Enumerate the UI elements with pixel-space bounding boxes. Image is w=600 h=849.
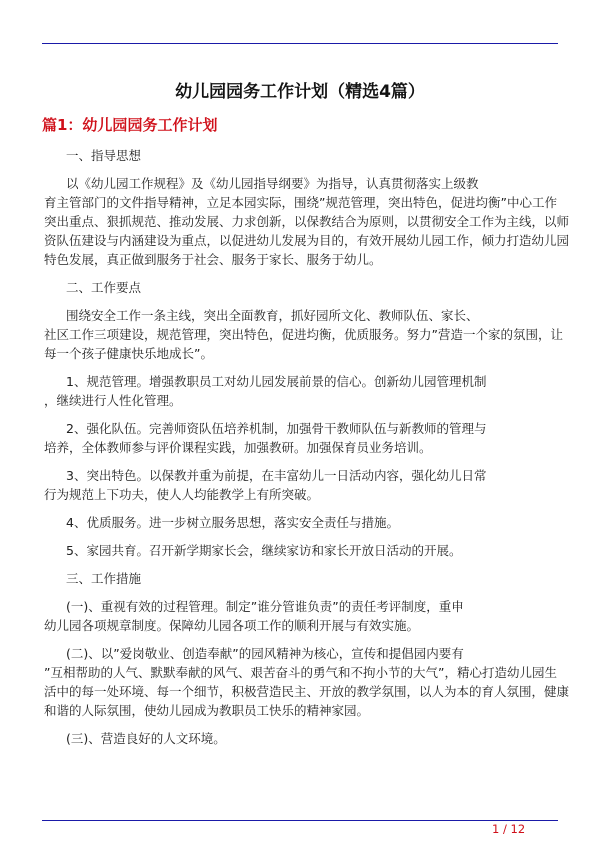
paragraph-line: 围绕安全工作一条主线，突出全面教育，抓好园所文化、教师队伍、家长、 <box>66 308 479 323</box>
paragraph-line: 5、家园共育。召开新学期家长会，继续家访和家长开放日活动的开展。 <box>66 543 462 558</box>
paragraph <box>44 644 570 720</box>
paragraph <box>44 372 560 410</box>
footer-rule <box>42 820 558 821</box>
paragraph <box>44 729 560 748</box>
paragraph-line: 二、工作要点 <box>66 280 142 295</box>
paragraph-line: 活中的每一处环境、每一个细节，积极营造民主、开放的教学氛围，以人为本的育人氛围，健康 <box>44 684 570 699</box>
paragraph <box>44 597 560 635</box>
document-title: 幼儿园园务工作计划（精选4篇） <box>175 82 425 102</box>
paragraph-line: 社区工作三项建设，规范管理，突出特色，促进均衡，优质服务。努力”营造一个家的氛围，让 <box>44 327 563 342</box>
paragraph-line: ，继续进行人性化管理。 <box>44 393 182 408</box>
paragraph-line: 育主管部门的文件指导精神，立足本园实际，围绕”规范管理，突出特色，促进均衡”中心工作 <box>44 195 557 210</box>
paragraph <box>44 278 560 297</box>
paragraph <box>44 306 563 363</box>
paragraph <box>44 569 560 588</box>
document-body <box>44 146 570 757</box>
paragraph-line: 1、规范管理。增强教职员工对幼儿园发展前景的信心。创新幼儿园管理机制 <box>66 374 487 389</box>
paragraph-line: 2、强化队伍。完善师资队伍培养机制，加强骨干教师队伍与新教师的管理与 <box>66 421 487 436</box>
paragraph-line: 每一个孩子健康快乐地成长”。 <box>44 346 213 361</box>
paragraph <box>44 466 560 504</box>
paragraph-line: 4、优质服务。进一步树立服务思想，落实安全责任与措施。 <box>66 515 399 530</box>
paragraph <box>44 541 560 560</box>
paragraph-line: 和谐的人际氛围，使幼儿园成为教职员工快乐的精神家园。 <box>44 703 370 718</box>
paragraph-line: 突出重点、狠抓规范、推动发展、力求创新，以保教结合为原则，以贯彻安全工作为主线，以师 <box>44 214 570 229</box>
paragraph-line: 三、工作措施 <box>66 571 142 586</box>
paragraph-line: ”互相帮助的人气、默默奉献的风气、艰苦奋斗的勇气和不拘小节的大气”，精心打造幼儿园生 <box>44 665 557 680</box>
paragraph <box>44 513 560 532</box>
paragraph-line: 以《幼儿园工作规程》及《幼儿园指导纲要》为指导，认真贯彻落实上级教 <box>66 176 479 191</box>
paragraph-line: 培养，全体教师参与评价课程实践，加强教研。加强保育员业务培训。 <box>44 440 432 455</box>
paragraph-line: 行为规范上下功夫，使人人均能教学上有所突破。 <box>44 487 320 502</box>
page-number: 1 / 12 <box>492 822 526 836</box>
paragraph-line: 幼儿园各项规章制度。保障幼儿园各项工作的顺利开展与有效实施。 <box>44 618 420 633</box>
header-rule <box>42 43 558 44</box>
paragraph <box>44 174 570 269</box>
paragraph-line: 3、突出特色。以保教并重为前提，在丰富幼儿一日活动内容，强化幼儿日常 <box>66 468 487 483</box>
paragraph-line: (一)、重视有效的过程管理。制定”谁分管谁负责”的责任考评制度，重申 <box>66 599 464 614</box>
paragraph <box>44 419 560 457</box>
paragraph-line: (二)、以”爱岗敬业、创造奉献”的园风精神为核心，宣传和提倡园内要有 <box>66 646 464 661</box>
paragraph-line: 特色发展，真正做到服务于社会、服务于家长、服务于幼儿。 <box>44 252 382 267</box>
paragraph-line: 资队伍建设与内涵建设为重点，以促进幼儿发展为目的，有效开展幼儿园工作，倾力打造幼儿园 <box>44 233 570 248</box>
paragraph-line: (三)、营造良好的人文环境。 <box>66 731 226 746</box>
paragraph <box>44 146 560 165</box>
section-heading: 篇1：幼儿园园务工作计划 <box>42 116 218 134</box>
paragraph-line: 一、指导思想 <box>66 148 142 163</box>
